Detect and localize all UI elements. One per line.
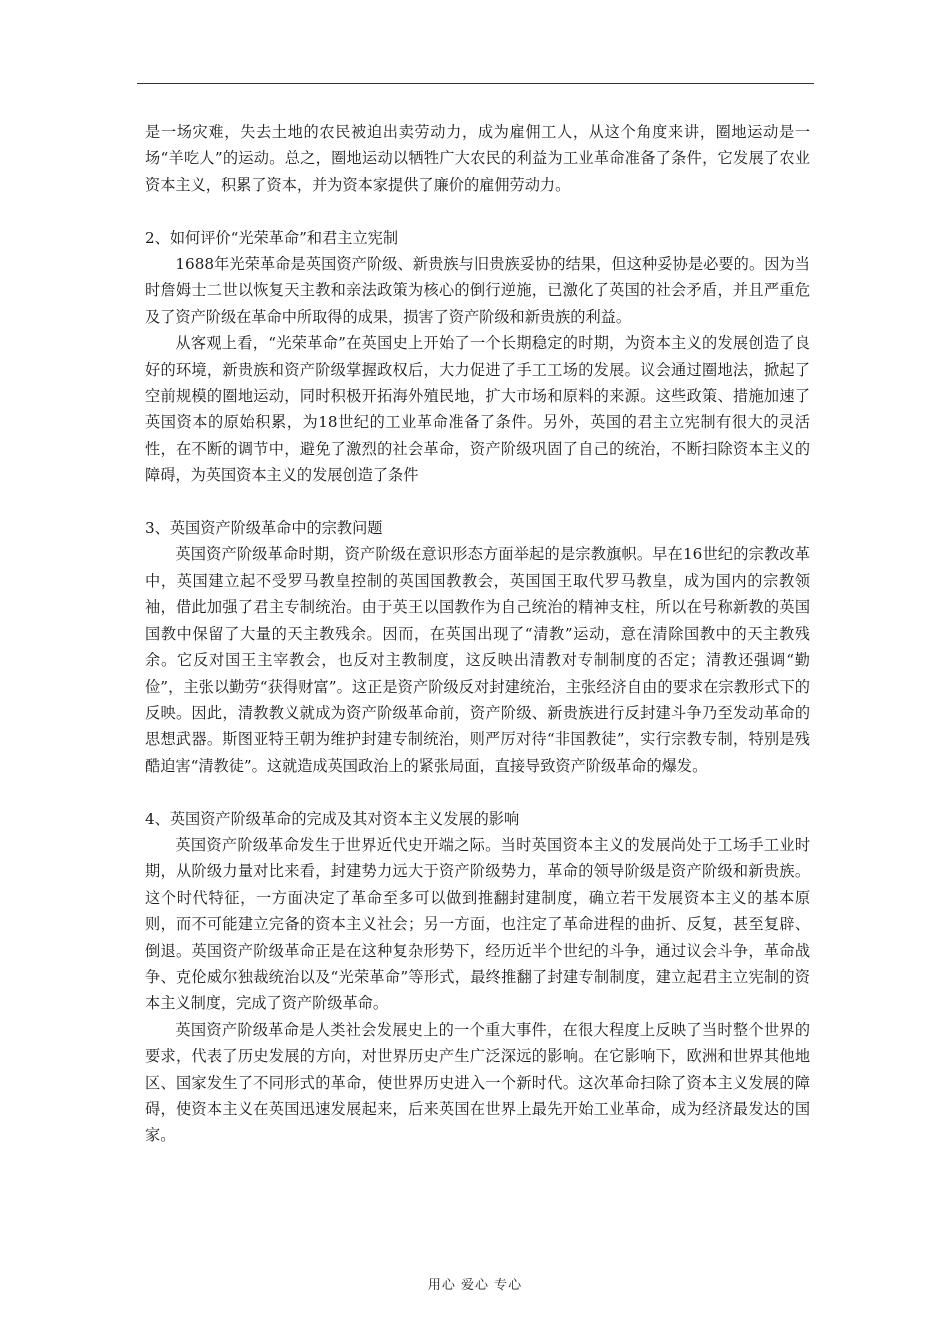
section-paragraph: 英国资产阶级革命是人类社会发展史上的一个重大事件，在很大程度上反映了当时整个世界的要求，代表了历史发展的方向，对世界历史产生广泛深远的影响。在它影响下，欧洲和世界其他地区、国家发生了不同形式的革命，使世界历史进入一个新时代。这次革命扫除了资本主义发展的障碍，使资本主义在英国迅速发展起来，后来英国在世界上最先开始工业革命，成为经济最发达的国家。	[145, 1020, 810, 1145]
header-rule	[137, 83, 814, 84]
section-heading: 4、英国资产阶级革命的完成及其对资本主义发展的影响	[145, 809, 520, 828]
section-paragraph: 英国资产阶级革命发生于世界近代史开端之际。当时英国资本主义的发展尚处于工场手工业时期，从阶级力量对比来看，封建势力远大于资产阶级势力，革命的领导阶级是资产阶级和新贵族。这个时代特征，一方面决定了革命至多可以做到推翻封建制度，确立若干发展资本主义的基本原则，而不可能建立完备的资本主义社会；另一方面，也注定了革命进程的曲折、反复，甚至复辟、倒退。英国资产阶级革命正是在这种复杂形势下，经历近半个世纪的斗争，通过议会斗争，革命战争、克伦威尔独裁统治以及“光荣革命”等形式，最终推翻了封建专制制度，建立起君主立宪制的资本主义制度，完成了资产阶级革命。	[145, 835, 810, 1013]
section-heading: 2、如何评价“光荣革命”和君主立宪制	[145, 228, 399, 247]
intro-paragraph: 是一场灾难，失去土地的农民被迫出卖劳动力，成为雇佣工人，从这个角度来讲，圈地运动是一场“羊吃人”的运动。总之，圈地运动以牺牲广大农民的利益为工业革命准备了条件，它发展了农业资本主义，积累了资本，并为资本家提供了廉价的雇佣劳动力。	[145, 123, 810, 194]
section-paragraph: 从客观上看，“光荣革命”在英国史上开始了一个长期稳定的时期，为资本主义的发展创造了良好的环境，新贵族和资产阶级掌握政权后，大力促进了手工工场的发展。议会通过圈地法，掀起了空前规模的圈地运动，同时积极开拓海外殖民地，扩大市场和原料的来源。这些政策、措施加速了英国资本的原始积累，为18世纪的工业革命准备了条件。另外，英国的君主立宪制有很大的灵活性，在不断的调节中，避免了激烈的社会革命，资产阶级巩固了自己的统治，不断扫除资本主义的障碍，为英国资本主义的发展创造了条件	[145, 334, 810, 485]
section-paragraph: 1688年光荣革命是英国资产阶级、新贵族与旧贵族妥协的结果，但这种妥协是必要的。因为当时詹姆士二世以恢复天主教和亲法政策为核心的倒行逆施，已激化了英国的社会矛盾，并且严重危及了资产阶级在革命中所取得的成果，损害了资产阶级和新贵族的利益。	[145, 255, 810, 326]
document-body	[145, 119, 810, 1149]
section-paragraph: 英国资产阶级革命时期，资产阶级在意识形态方面举起的是宗教旗帜。早在16世纪的宗教改革中，英国建立起不受罗马教皇控制的英国国教教会，英国国王取代罗马教皇，成为国内的宗教领袖，借此加强了君主专制统治。由于英王以国教作为自己统治的精神支柱，所以在号称新教的英国国教中保留了大量的天主教残余。因而，在英国出现了“清教”运动，意在清除国教中的天主教残余。它反对国王主宰教会，也反对主教制度，这反映出清教对专制制度的否定；清教还强调“勤俭”，主张以勤劳“获得财富”。这正是资产阶级反对封建统治，主张经济自由的要求在宗教形式下的反映。因此，清教教义就成为资产阶级革命前，资产阶级、新贵族进行反封建斗争乃至发动革命的思想武器。斯图亚特王朝为维护封建专制统治，则严厉对待“非国教徒”，实行宗教专制，特别是残酷迫害“清教徒”。这就造成英国政治上的紧张局面，直接导致资产阶级革命的爆发。	[145, 545, 810, 775]
section-heading: 3、英国资产阶级革命中的宗教问题	[145, 519, 383, 538]
page-footer: 用心 爱心 专心	[427, 1278, 523, 1293]
